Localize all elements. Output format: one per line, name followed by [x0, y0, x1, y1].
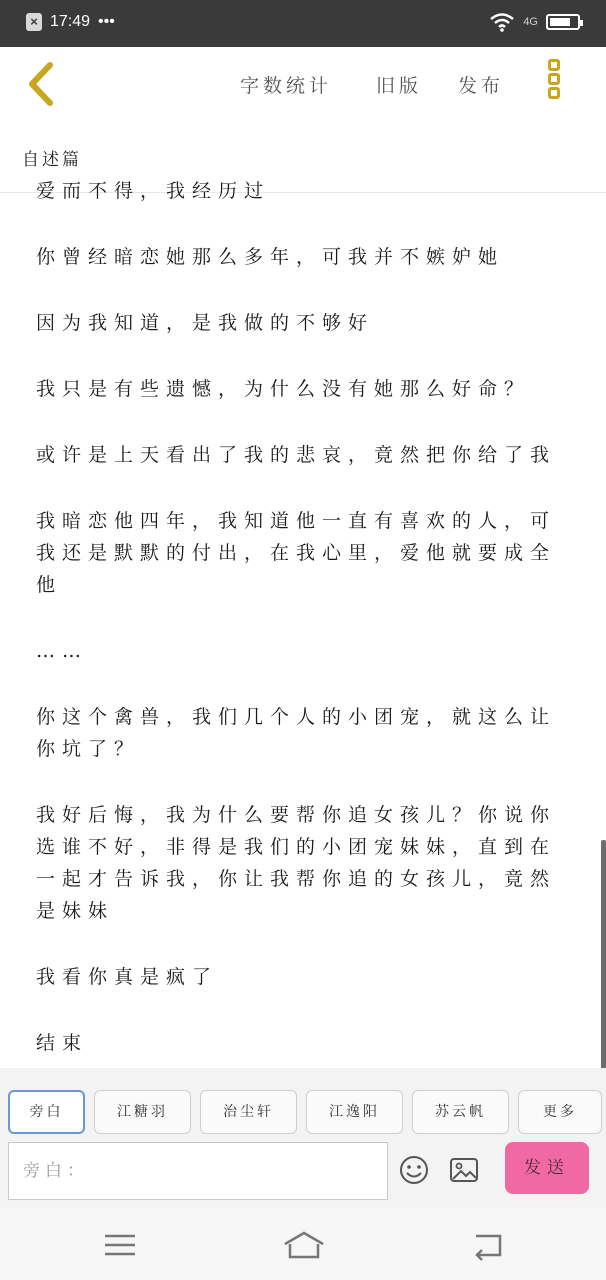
battery-icon — [546, 14, 580, 30]
tab-more[interactable]: 更多 — [518, 1090, 602, 1134]
paragraph: 我看你真是疯了 — [36, 966, 219, 988]
paragraph: 我暗恋他四年，我知道他一直有喜欢的人，可我还是默默的付出，在我心里，爱他就要成全他 — [36, 510, 557, 596]
paragraph: 因为我知道，是我做的不够好 — [36, 312, 375, 334]
status-dots: ••• — [98, 13, 115, 30]
back-arrow-icon[interactable] — [22, 61, 62, 107]
paragraph: 我只是有些遗憾，为什么没有她那么好命？ — [36, 378, 531, 400]
input-row — [8, 1142, 598, 1200]
old-version-link[interactable]: 旧版 — [376, 75, 423, 97]
paragraph: 爱而不得，我经历过 — [36, 180, 271, 202]
message-input[interactable]: 旁白： — [8, 1142, 388, 1200]
story-content[interactable] — [0, 180, 606, 1068]
battery-fill — [550, 18, 570, 26]
wifi-icon — [489, 12, 515, 32]
status-left — [26, 13, 115, 31]
tab-character[interactable]: 江糖羽 — [94, 1090, 191, 1134]
document-title: 自述篇 — [22, 150, 82, 170]
paragraph: 结束 — [36, 1032, 89, 1054]
emoji-icon[interactable] — [398, 1154, 430, 1186]
home-icon[interactable] — [282, 1230, 326, 1260]
status-time: 17:49 — [50, 13, 91, 30]
paragraph: 我好后悔，我为什么要帮你追女孩儿？你说你选谁不好，非得是我们的小团宠妹妹，直到在一起才告诉我，你让我帮你追的女孩儿，竟然是妹妹 — [36, 804, 557, 922]
content-scrollbar[interactable] — [601, 840, 606, 1070]
status-right — [489, 12, 580, 32]
tab-character[interactable]: 苏云帆 — [412, 1090, 509, 1134]
header-links — [240, 71, 538, 98]
character-bar — [0, 1068, 606, 1208]
notification-icon: × — [26, 13, 42, 31]
more-menu-icon[interactable] — [548, 59, 568, 109]
paragraph: 或许是上天看出了我的悲哀，竟然把你给了我 — [36, 444, 557, 466]
editor-header — [0, 47, 606, 193]
status-bar — [0, 0, 606, 47]
paragraph: 你曾经暗恋她那么多年，可我并不嫉妒她 — [36, 246, 505, 268]
story-text — [36, 175, 576, 1093]
word-count-link[interactable]: 字数统计 — [240, 75, 333, 97]
back-icon[interactable] — [470, 1230, 506, 1260]
image-icon[interactable] — [448, 1154, 480, 1186]
network-label: 4G — [523, 16, 538, 28]
send-button[interactable]: 发送 — [505, 1142, 589, 1194]
system-nav-bar — [0, 1208, 606, 1280]
paragraph: 你这个禽兽，我们几个人的小团宠，就这么让你坑了？ — [36, 706, 557, 760]
tab-character[interactable]: 治尘轩 — [200, 1090, 297, 1134]
menu-icon[interactable] — [102, 1230, 138, 1260]
tab-narrator[interactable]: 旁白 — [8, 1090, 85, 1134]
publish-link[interactable]: 发布 — [458, 75, 505, 97]
character-tabs — [8, 1090, 602, 1134]
tab-character[interactable]: 江逸阳 — [306, 1090, 403, 1134]
paragraph: …… — [36, 640, 88, 662]
